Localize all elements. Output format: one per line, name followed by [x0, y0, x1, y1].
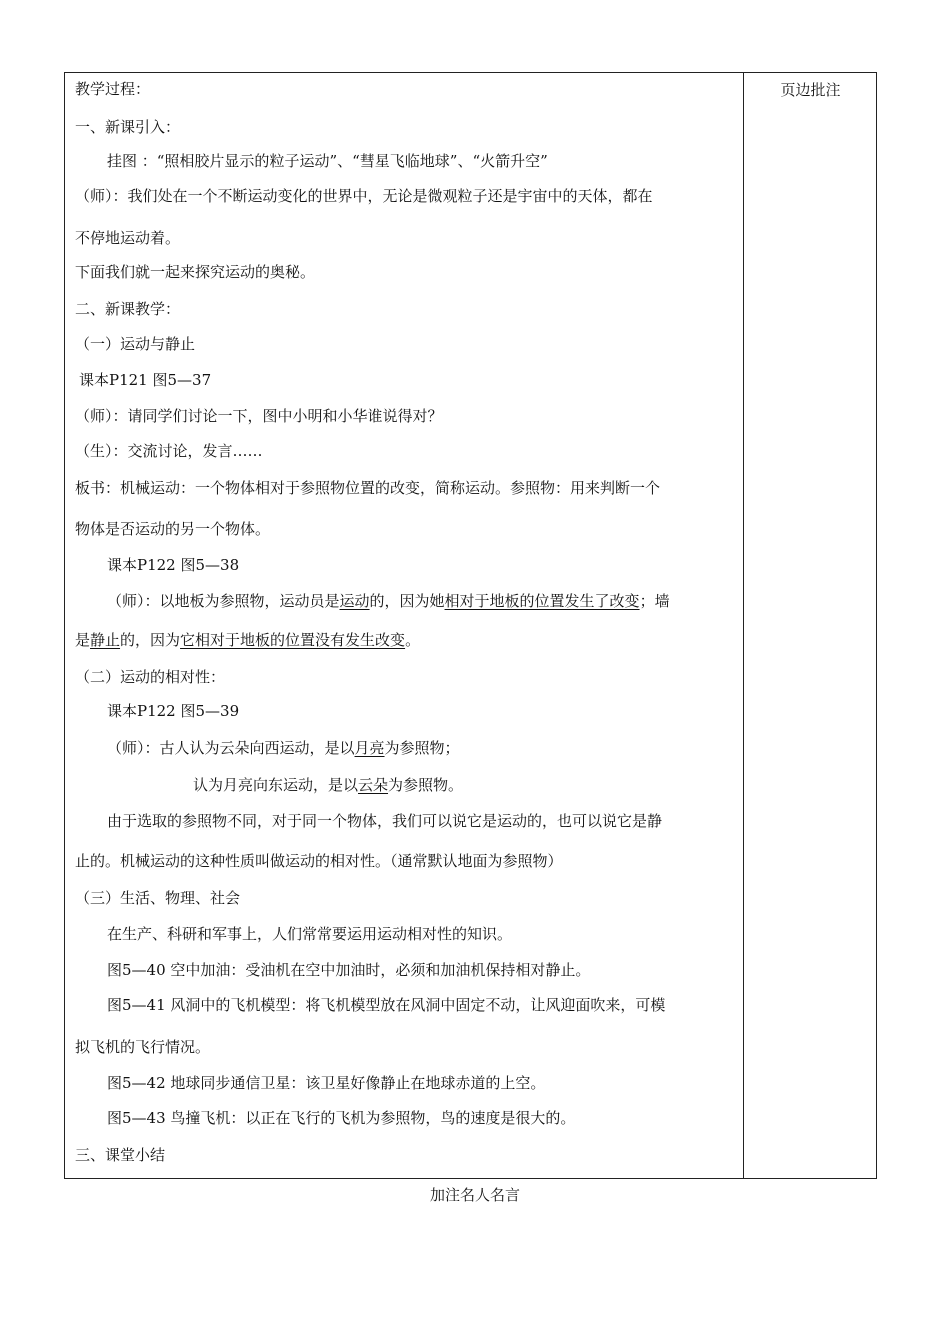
text-line: 挂图 ：“照相胶片显示的粒子运动”、“彗星飞临地球”、“火箭升空”	[107, 152, 548, 170]
section-heading: 一、新课引入：	[75, 118, 181, 136]
text-line: 物体是否运动的另一个物体。	[75, 520, 271, 538]
text-line: 课本P122 图5—38	[107, 556, 240, 574]
subsection-heading: （一）运动与静止	[75, 335, 196, 353]
underlined-answer: 相对于地板的位置发生了改变	[444, 592, 640, 610]
text-line: 图5—40 空中加油：受油机在空中加油时，必须和加油机保持相对静止。	[107, 961, 591, 979]
text-line: 图5—41 风洞中的飞机模型：将飞机模型放在风洞中固定不动，让风迎面吹来，可模	[107, 996, 666, 1014]
text-line: 止的。机械运动的这种性质叫做运动的相对性。（通常默认地面为参照物）	[75, 852, 563, 870]
text-line: （师）：请同学们讨论一下，图中小明和小华谁说得对？	[75, 407, 443, 425]
text-line: 不停地运动着。	[75, 229, 181, 247]
section-heading: 二、新课教学：	[75, 300, 181, 318]
text-line: 在生产、科研和军事上，人们常常要运用运动相对性的知识。	[107, 925, 513, 943]
text-line: （师）：我们处在一个不断运动变化的世界中，无论是微观粒子还是宇宙中的天体，都在	[75, 187, 653, 205]
teaching-process-cell	[65, 73, 743, 1178]
section-heading: 三、课堂小结	[75, 1146, 166, 1164]
underlined-answer: 月亮	[354, 739, 385, 757]
footer-note: 加注名人名言	[429, 1186, 520, 1204]
margin-notes-header: 页边批注	[780, 81, 841, 99]
text-line: 由于选取的参照物不同，对于同一个物体，我们可以说它是运动的，也可以说它是静	[107, 812, 663, 830]
text-line: 拟飞机的飞行情况。	[75, 1038, 211, 1056]
text-line: 板书：机械运动：一个物体相对于参照物位置的改变，简称运动。参照物：用来判断一个	[75, 479, 661, 497]
text-line: 认为月亮向东运动，是以云朵为参照物。	[193, 776, 464, 794]
subsection-heading: （二）运动的相对性：	[75, 668, 226, 686]
subsection-heading: （三）生活、物理、社会	[75, 889, 241, 907]
underlined-answer: 它相对于地板的位置没有发生改变	[180, 631, 406, 649]
text-line: 下面我们就一起来探究运动的奥秘。	[75, 263, 316, 281]
column-divider	[743, 73, 744, 1178]
text-line: （师）：古人认为云朵向西运动，是以月亮为参照物；	[107, 739, 460, 757]
underlined-answer: 云朵	[358, 776, 389, 794]
underlined-answer: 运动	[339, 592, 370, 610]
text-line: 课本P121 图5—37	[79, 371, 212, 389]
text-line: （师）：以地板为参照物，运动员是运动的，因为她相对于地板的位置发生了改变；墙	[107, 592, 670, 610]
text-line: 图5—42 地球同步通信卫星：该卫星好像静止在地球赤道的上空。	[107, 1074, 546, 1092]
section-heading: 教学过程：	[75, 80, 151, 98]
text-line: 课本P122 图5—39	[107, 702, 240, 720]
text-line: 是静止的，因为它相对于地板的位置没有发生改变。	[75, 631, 421, 649]
lesson-table	[64, 72, 877, 1179]
text-line: （生）：交流讨论，发言……	[75, 442, 263, 460]
underlined-answer: 静止	[90, 631, 121, 649]
text-line: 图5—43 鸟撞飞机：以正在飞行的飞机为参照物，鸟的速度是很大的。	[107, 1109, 576, 1127]
